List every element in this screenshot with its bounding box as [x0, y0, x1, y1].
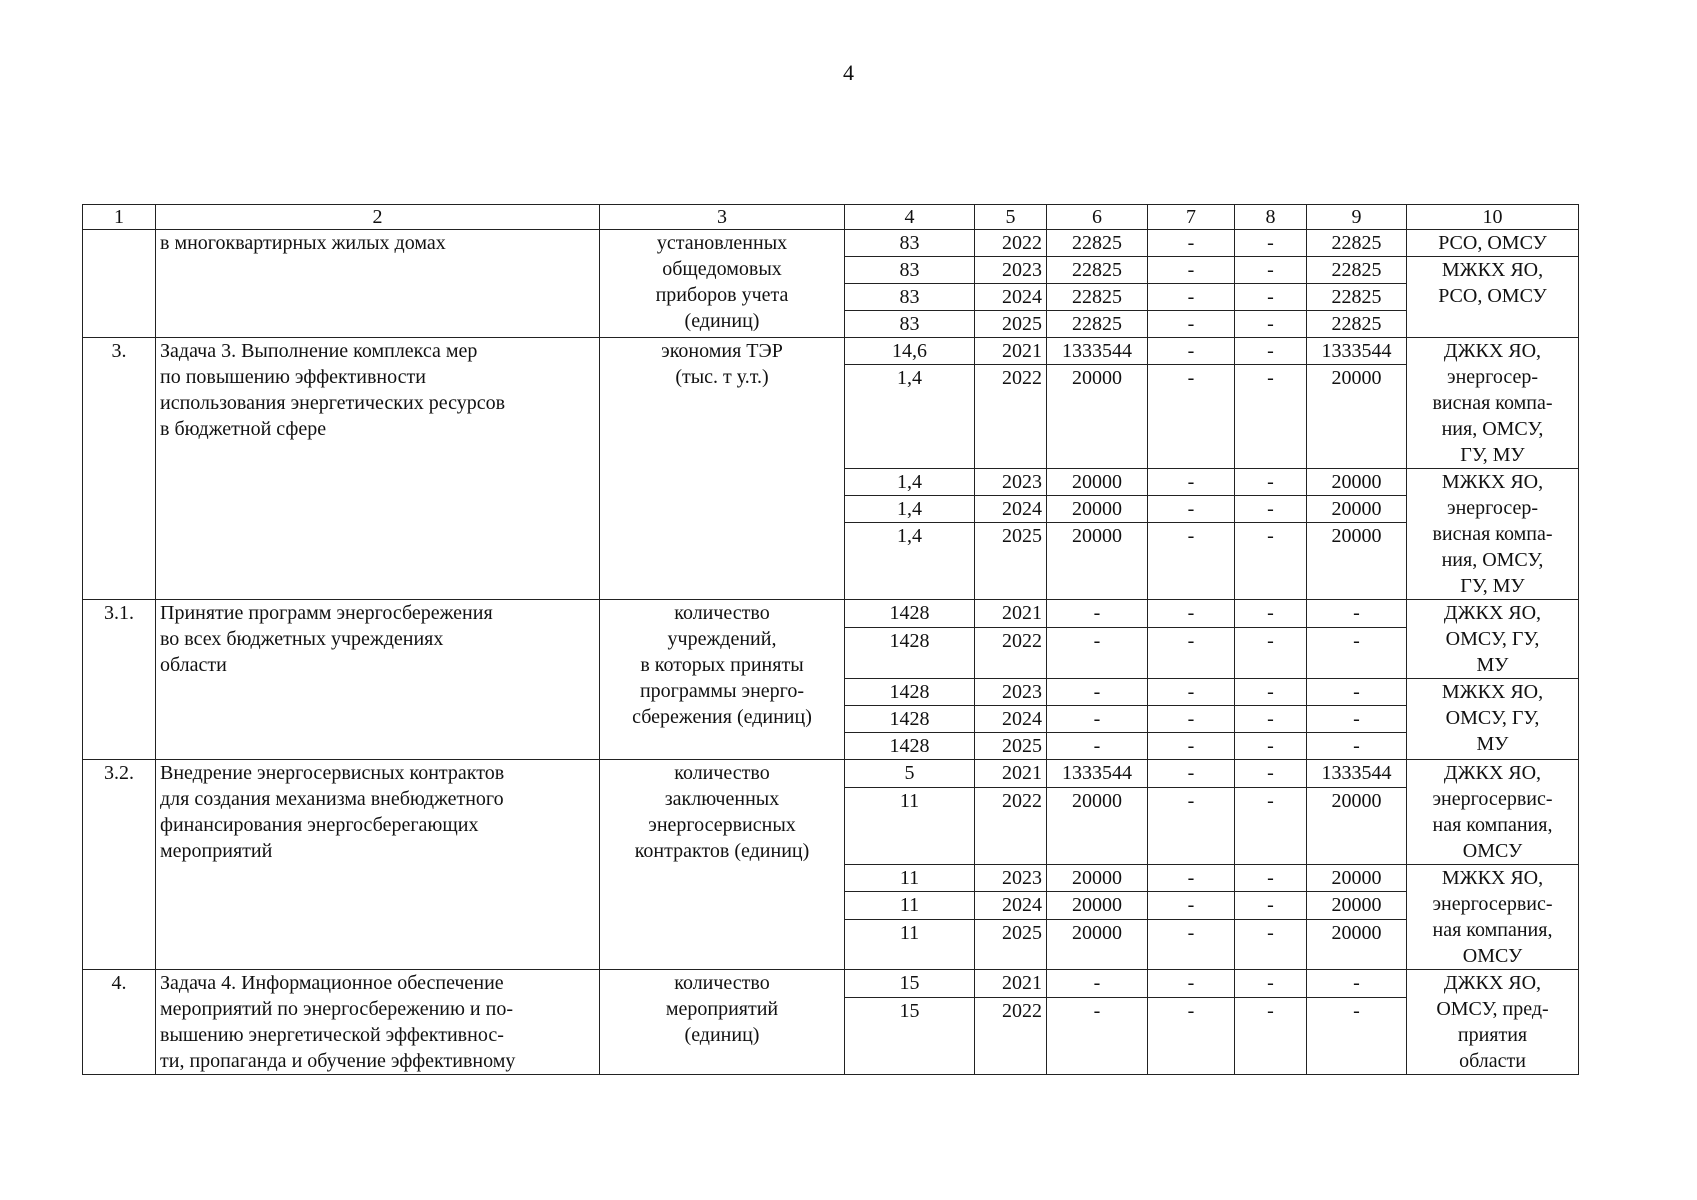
value-cell: - [1235, 284, 1307, 311]
value-cell: 22825 [1047, 311, 1148, 338]
value-cell: - [1148, 919, 1235, 970]
value-cell: - [1148, 865, 1235, 892]
value-cell: 1333544 [1307, 338, 1407, 365]
value-cell: 20000 [1307, 865, 1407, 892]
value-cell: - [1307, 970, 1407, 998]
indicator-cell-line: количество [674, 972, 770, 994]
indicator-cell [600, 760, 845, 970]
value-cell: - [1148, 997, 1235, 1074]
value-cell: - [1307, 733, 1407, 760]
value-cell: - [1235, 787, 1307, 864]
measure-name-line: в бюджетной сфере [160, 418, 327, 440]
measure-name-line: мероприятий [160, 840, 273, 862]
measure-name [156, 600, 600, 760]
value-cell: - [1047, 997, 1148, 1074]
value-cell: 22825 [1307, 284, 1407, 311]
value-cell: 15 [845, 970, 975, 998]
measure-name: в многоквартирных жилых домах [156, 230, 600, 338]
executor-cell-line: ОМСУ, ГУ, [1445, 707, 1540, 729]
executor-cell-line: ния, ОМСУ, [1441, 549, 1544, 571]
value-cell: - [1235, 627, 1307, 678]
value-cell: 20000 [1047, 365, 1148, 469]
value-cell: - [1148, 311, 1235, 338]
value-cell: - [1047, 679, 1148, 706]
value-cell: - [1148, 496, 1235, 523]
executor-cell-line: МУ [1476, 733, 1509, 755]
indicator-cell-line: (единиц) [684, 1024, 760, 1046]
executor-cell-line: МЖКХ ЯО, [1441, 867, 1544, 889]
value-cell: 20000 [1047, 469, 1148, 496]
executor-cell-line: области [1459, 1050, 1526, 1072]
value-cell: - [1148, 892, 1235, 919]
value-cell: 1333544 [1047, 760, 1148, 788]
value-cell: 20000 [1047, 892, 1148, 919]
value-cell: - [1235, 892, 1307, 919]
measure-name-line: по повышению эффективности [160, 366, 426, 388]
executor-cell-line: ДЖКХ ЯО, [1443, 340, 1542, 362]
indicator-cell-line: заключенных [664, 788, 780, 810]
executor-cell [1407, 257, 1579, 338]
indicator-cell-line: сбережения (единиц) [632, 706, 812, 728]
measure-name-line: области [160, 654, 227, 676]
measure-name [156, 338, 600, 600]
indicator-cell-line: (единиц) [684, 310, 760, 332]
column-number-cell: 1 [83, 205, 156, 230]
table-row [83, 970, 1579, 998]
item-number: 3.1. [83, 600, 156, 760]
value-cell: - [1148, 284, 1235, 311]
column-number-cell: 5 [975, 205, 1047, 230]
value-cell: 2025 [975, 733, 1047, 760]
value-cell: 20000 [1307, 787, 1407, 864]
value-cell: - [1148, 257, 1235, 284]
value-cell: - [1235, 997, 1307, 1074]
value-cell: 2021 [975, 760, 1047, 788]
value-cell: - [1235, 600, 1307, 628]
value-cell: 22825 [1047, 284, 1148, 311]
indicator-cell-line: количество [674, 602, 770, 624]
indicator-cell [600, 970, 845, 1075]
value-cell: 2024 [975, 284, 1047, 311]
column-number-cell: 7 [1148, 205, 1235, 230]
value-cell: 1,4 [845, 365, 975, 469]
value-cell: - [1307, 679, 1407, 706]
value-cell: 20000 [1047, 919, 1148, 970]
value-cell: 2022 [975, 787, 1047, 864]
executor-cell [1407, 679, 1579, 760]
executor-cell [1407, 970, 1579, 1075]
indicator-cell-line: общедомовых [662, 258, 782, 280]
value-cell: 22825 [1307, 230, 1407, 257]
value-cell: - [1235, 679, 1307, 706]
executor-cell-line: энергосер- [1446, 497, 1539, 519]
executor-cell-line: МУ [1476, 654, 1509, 676]
value-cell: 2024 [975, 892, 1047, 919]
value-cell: 1333544 [1307, 760, 1407, 788]
indicator-cell [600, 230, 845, 338]
column-number-cell: 3 [600, 205, 845, 230]
value-cell: 11 [845, 787, 975, 864]
indicator-cell-line: контрактов (единиц) [634, 840, 810, 862]
value-cell: 20000 [1047, 523, 1148, 600]
page-number: 4 [843, 60, 854, 85]
table-row [83, 230, 1579, 257]
executor-cell-line: энергосер- [1446, 366, 1539, 388]
value-cell: 2022 [975, 365, 1047, 469]
measure-name-line: финансирования энергосберегающих [160, 814, 479, 836]
value-cell: 2021 [975, 600, 1047, 628]
value-cell: - [1047, 706, 1148, 733]
value-cell: 1428 [845, 706, 975, 733]
value-cell: 20000 [1307, 523, 1407, 600]
value-cell: - [1148, 230, 1235, 257]
value-cell: 20000 [1047, 787, 1148, 864]
executor-cell-line: МЖКХ ЯО, [1441, 471, 1544, 493]
executor-cell-line: висная компа- [1432, 392, 1553, 414]
value-cell: - [1235, 338, 1307, 365]
value-cell: - [1148, 733, 1235, 760]
item-number: 4. [83, 970, 156, 1075]
value-cell: 20000 [1307, 469, 1407, 496]
indicator-cell-line: в которых приняты [640, 654, 804, 676]
executor-cell-line: ОМСУ, ГУ, [1445, 628, 1540, 650]
table-row [83, 600, 1579, 628]
measure-name-line: Внедрение энергосервисных контрактов [160, 762, 505, 784]
executor-cell [1407, 865, 1579, 970]
value-cell: 2024 [975, 496, 1047, 523]
executor-cell [1407, 600, 1579, 679]
value-cell: 2024 [975, 706, 1047, 733]
executor-cell-line: ДЖКХ ЯО, [1443, 972, 1542, 994]
indicator-cell-line: учреждений, [667, 628, 777, 650]
value-cell: 1428 [845, 600, 975, 628]
item-number: 3.2. [83, 760, 156, 970]
value-cell: - [1235, 970, 1307, 998]
indicator-cell-line: энергосервисных [648, 814, 796, 836]
value-cell: - [1235, 230, 1307, 257]
executor-cell-line: ОМСУ [1462, 840, 1523, 862]
value-cell: 20000 [1047, 865, 1148, 892]
executor-cell-line: энергосервис- [1432, 893, 1553, 915]
value-cell: 2021 [975, 338, 1047, 365]
value-cell: 2022 [975, 230, 1047, 257]
value-cell: 11 [845, 892, 975, 919]
indicator-cell [600, 600, 845, 760]
item-number [83, 230, 156, 338]
value-cell: 2023 [975, 257, 1047, 284]
value-cell: - [1307, 997, 1407, 1074]
executor-cell-line: ОМСУ, пред- [1436, 998, 1549, 1020]
indicator-cell-line: экономия ТЭР [661, 340, 783, 362]
item-number: 3. [83, 338, 156, 600]
value-cell: 22825 [1307, 257, 1407, 284]
executor-cell-line: ния, ОМСУ, [1441, 418, 1544, 440]
value-cell: - [1235, 865, 1307, 892]
executor-cell-line: МЖКХ ЯО, [1441, 259, 1544, 281]
value-cell: 2025 [975, 523, 1047, 600]
value-cell: 20000 [1307, 892, 1407, 919]
executor-cell-line: энергосервис- [1432, 788, 1553, 810]
value-cell: - [1307, 600, 1407, 628]
value-cell: 20000 [1307, 496, 1407, 523]
executor-cell-line: ная компания, [1432, 919, 1553, 941]
executor-cell-line: ная компания, [1432, 814, 1553, 836]
measure-name-line: Задача 3. Выполнение комплекса мер [160, 340, 478, 362]
value-cell: 1428 [845, 679, 975, 706]
value-cell: - [1148, 523, 1235, 600]
value-cell: 5 [845, 760, 975, 788]
executor-cell-line: ГУ, МУ [1460, 444, 1525, 466]
value-cell: 2021 [975, 970, 1047, 998]
executor-cell-line: ДЖКХ ЯО, [1443, 762, 1542, 784]
value-cell: 11 [845, 865, 975, 892]
value-cell: 83 [845, 257, 975, 284]
executor-cell [1407, 469, 1579, 600]
value-cell: 1,4 [845, 496, 975, 523]
value-cell: 1428 [845, 627, 975, 678]
column-number-cell: 10 [1407, 205, 1579, 230]
indicator-cell-line: мероприятий [665, 998, 779, 1020]
value-cell: 20000 [1307, 919, 1407, 970]
value-cell: 2023 [975, 865, 1047, 892]
value-cell: - [1235, 760, 1307, 788]
value-cell: 11 [845, 919, 975, 970]
executor-cell-line: МЖКХ ЯО, [1441, 681, 1544, 703]
value-cell: - [1235, 496, 1307, 523]
value-cell: - [1047, 733, 1148, 760]
value-cell: - [1235, 469, 1307, 496]
value-cell: - [1148, 627, 1235, 678]
measure-name-line: использования энергетических ресурсов [160, 392, 506, 414]
indicator-cell [600, 338, 845, 600]
table-row [83, 338, 1579, 365]
value-cell: 2023 [975, 679, 1047, 706]
value-cell: - [1235, 733, 1307, 760]
column-number-cell: 2 [156, 205, 600, 230]
value-cell: - [1148, 469, 1235, 496]
value-cell: 1,4 [845, 523, 975, 600]
value-cell: 1,4 [845, 469, 975, 496]
value-cell: - [1235, 706, 1307, 733]
value-cell: - [1307, 706, 1407, 733]
executor-cell-line: ДЖКХ ЯО, [1443, 602, 1542, 624]
value-cell: - [1235, 365, 1307, 469]
value-cell: - [1148, 970, 1235, 998]
measure-name-line: для создания механизма внебюджетного [160, 788, 504, 810]
value-cell: 22825 [1047, 257, 1148, 284]
value-cell: 20000 [1307, 365, 1407, 469]
value-cell: - [1235, 523, 1307, 600]
value-cell: 83 [845, 311, 975, 338]
measure-name-line: Задача 4. Информационное обеспечение [160, 972, 504, 994]
value-cell: 14,6 [845, 338, 975, 365]
indicator-cell-line: (тыс. т у.т.) [675, 366, 769, 388]
value-cell: - [1047, 627, 1148, 678]
executor-cell-line: ГУ, МУ [1460, 575, 1525, 597]
value-cell: 22825 [1047, 230, 1148, 257]
value-cell: - [1235, 311, 1307, 338]
value-cell: 1333544 [1047, 338, 1148, 365]
measure-name-line: вышению энергетической эффективнос- [160, 1024, 504, 1046]
executor-cell-line: висная компа- [1432, 523, 1553, 545]
value-cell: - [1148, 600, 1235, 628]
value-cell: - [1148, 338, 1235, 365]
value-cell: - [1047, 600, 1148, 628]
indicator-cell-line: установленных [656, 232, 788, 254]
column-number-cell: 4 [845, 205, 975, 230]
executor-cell [1407, 338, 1579, 469]
executor-cell-line: ОМСУ [1462, 945, 1523, 967]
indicator-cell-line: приборов учета [655, 284, 789, 306]
value-cell: - [1047, 970, 1148, 998]
measures-table [82, 204, 1579, 1075]
value-cell: - [1235, 257, 1307, 284]
column-number-row [83, 205, 1579, 230]
indicator-cell-line: программы энерго- [639, 680, 805, 702]
measure-name-line: во всех бюджетных учреждениях [160, 628, 444, 650]
value-cell: - [1148, 679, 1235, 706]
column-number-cell: 9 [1307, 205, 1407, 230]
measure-name [156, 970, 600, 1075]
indicator-cell-line: количество [674, 762, 770, 784]
value-cell: 2022 [975, 627, 1047, 678]
value-cell: 83 [845, 284, 975, 311]
value-cell: 1428 [845, 733, 975, 760]
measure-name-line: Принятие программ энергосбережения [160, 602, 493, 624]
value-cell: 20000 [1047, 496, 1148, 523]
executor-cell: РСО, ОМСУ [1407, 230, 1579, 257]
column-number-cell: 6 [1047, 205, 1148, 230]
measure-name [156, 760, 600, 970]
value-cell: 2025 [975, 311, 1047, 338]
value-cell: 83 [845, 230, 975, 257]
measure-name-line: мероприятий по энергосбережению и по- [160, 998, 513, 1020]
table-row [83, 760, 1579, 788]
executor-cell-line: РСО, ОМСУ [1438, 285, 1547, 307]
value-cell: 2022 [975, 997, 1047, 1074]
value-cell: 2023 [975, 469, 1047, 496]
value-cell: - [1148, 787, 1235, 864]
measure-name-line: ти, пропаганда и обучение эффективному [160, 1050, 516, 1072]
value-cell: 2025 [975, 919, 1047, 970]
executor-cell-line: приятия [1457, 1024, 1528, 1046]
value-cell: - [1148, 760, 1235, 788]
value-cell: - [1148, 706, 1235, 733]
value-cell: - [1307, 627, 1407, 678]
value-cell: 22825 [1307, 311, 1407, 338]
value-cell: - [1235, 919, 1307, 970]
value-cell: 15 [845, 997, 975, 1074]
executor-cell [1407, 760, 1579, 865]
value-cell: - [1148, 365, 1235, 469]
column-number-cell: 8 [1235, 205, 1307, 230]
